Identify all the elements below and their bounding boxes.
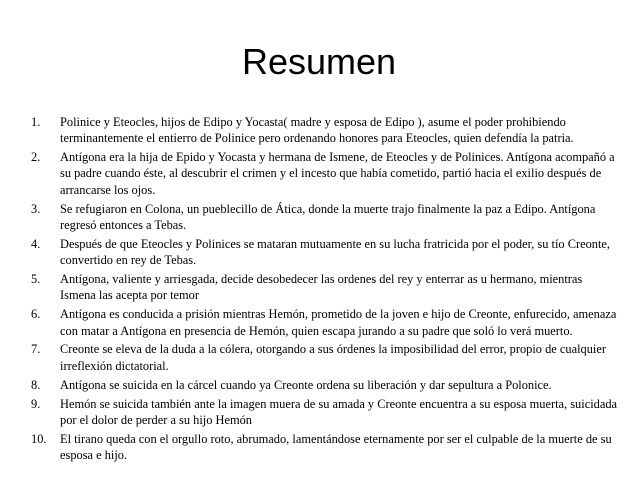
item-text: Antígona, valiente y arriesgada, decide desobedecer las ordenes del rey y enterrar as u hermano, mientras Ismena las acepta por temor [60, 272, 583, 303]
item-text: Antígona es conducida a prisión mientras Hemón, prometido de la joven e hijo de Creonte, enfurecido, amenaza con matar a Antígona en presencia de Hemón, quien escapa jurando a su padre que soló lo verá muerto. [60, 307, 617, 338]
item-number: 7. [31, 342, 41, 357]
list-item [31, 306, 621, 339]
item-text: Hemón se suicida también ante la imagen muera de su amada y Creonte encuentra a su esposa muerta, suicidada por el dolor de perder a su hijo Hemón [60, 396, 618, 427]
item-number: 6. [31, 307, 41, 322]
list-item [31, 236, 621, 269]
list-item [31, 431, 621, 464]
item-number: 9. [31, 396, 41, 411]
item-number: 3. [31, 201, 41, 216]
list-item [31, 149, 621, 198]
item-number: 4. [31, 236, 41, 251]
item-number: 1. [31, 115, 41, 129]
item-number: 5. [31, 272, 41, 287]
list-item [31, 377, 621, 393]
item-number: 8. [31, 377, 41, 392]
list-item [31, 396, 621, 429]
list-item [31, 271, 621, 304]
list-item [31, 114, 621, 147]
list-item [31, 341, 621, 374]
item-text: Se refugiaron en Colona, un pueblecillo de Ática, donde la muerte trajo finalmente la paz a Edipo. Antígona regresó entonces a Tebas. [60, 201, 596, 232]
item-number: 10. [31, 431, 47, 446]
list-item [31, 201, 621, 234]
slide-title: Resumen [241, 41, 397, 82]
item-text: Creonte se eleva de la duda a la cólera, otorgando a sus órdenes la imposibilidad del error, propio de cualquier irreflexión dictatorial. [60, 342, 606, 373]
item-text: Antígona se suicida en la cárcel cuando ya Creonte ordena su liberación y dar sepultura a Polonice. [60, 377, 552, 392]
item-text: Polinice y Eteocles, hijos de Edipo y Yocasta( madre y esposa de Edipo ), asume el poder prohibiendo terminantemente el entierro de Polinice pero ordenando honores para Eteocles, quien defendía la patria. [60, 115, 574, 146]
item-number: 2. [31, 150, 41, 165]
item-text: El tirano queda con el orgullo roto, abrumado, lamentándose eternamente por ser el culpable de la muerte de su esposa e hijo. [60, 431, 612, 462]
item-text: Después de que Eteocles y Polinices se mataran mutuamente en su lucha fratricida por el poder, su tío Creonte, convertido en rey de Tebas. [60, 236, 611, 268]
summary-list [31, 114, 621, 466]
item-text: Antígona era la hija de Epido y Yocasta y hermana de Ismene, de Eteocles y de Polinices. Antígona acompañó a su padre cuando éste, al descubrir el crimen y el incesto que había cometido, partió hacia el exilio después de arrancarse los ojos. [60, 150, 615, 197]
